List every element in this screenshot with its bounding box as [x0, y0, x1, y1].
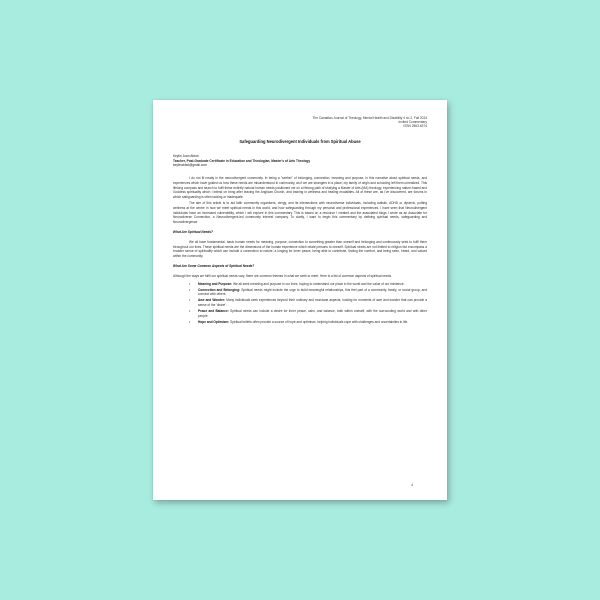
- bullet-list: [173, 282, 427, 325]
- author-email[interactable]: keylinabbot@gmail.com: [173, 163, 207, 168]
- section-text: Although the ways we fulfil our spiritual needs vary, there are common themes in what we seek to meet. Here is a list of common aspects of spiritual needs.: [173, 273, 392, 278]
- bullet-text: Spiritual needs might include the urge to build meaningful relationships, this feel part of a community, family, or social group, and connect with others.: [198, 287, 427, 297]
- bullet-term: Hope and Optimism:: [198, 319, 230, 324]
- bullet-text: Spiritual needs can include a desire for inner peace, calm, and balance, both within oneself, with the surrounding world and with other people.: [198, 308, 427, 318]
- bullet-term: Awe and Wonder:: [198, 298, 226, 303]
- bullet-icon: •: [189, 298, 191, 303]
- list-item: [189, 320, 427, 325]
- journal-title: The Canadian Journal of Theology, Mental Health and Disability 4 no 2, Fall 2024: [312, 116, 427, 120]
- bullet-icon: •: [189, 319, 191, 324]
- section-heading: What Are Some Common Aspects of Spiritual Needs?: [173, 264, 255, 269]
- author-role: Teacher, Post-Graduate Certificate in Education and Theologian, Master's of Arts Theology: [173, 158, 311, 163]
- bullet-text: Spiritual beliefs often provide a source of hope and optimism, helping individuals cope with challenges and uncertainties in life.: [230, 319, 409, 324]
- journal-header: [173, 116, 427, 129]
- list-item: [189, 288, 427, 297]
- bullet-icon: •: [189, 287, 191, 292]
- author-block: [173, 154, 427, 167]
- bullet-term: Peace and Balance:: [198, 308, 229, 313]
- list-item: [189, 298, 427, 307]
- page-number: 4: [411, 483, 413, 488]
- journal-issn: ISSN 2563-6374: [403, 124, 427, 129]
- section-text: We all have fundamental, basic human needs for meaning, purpose, connection to something greater than oneself and belonging and continuously seek to fulfil them throughout our lives. These spiritual needs are the dimensions of the human experience which relate persons to oneself. Spiritual needs are not limited to religion but encompass a broader sense of spirituality which can include a connection to nature, a longing for inner peace, being able to contribute, finding the comfort, and being seen, heard, and valued within the community.: [173, 239, 427, 258]
- body-paragraph: I do not fit neatly in the neurodivergent community. In being a "seeker" of belonging, connection, meaning and purpose, in this narrative about spiritual needs, and experiences which have guided us how these needs are misunderstood in community, as if we are strangers in a place; my family of origin and schooling left them unrealized. This lifelong compass and search to fulfil these entirely natural human needs positioned me on a lifelong path of studying a Master of Arts (MA) theology, experiencing nature-based and Goddess spirituality which I intend on bring after leaving the Anglican Church, and training in wellness and healing modalities. All of these are, as I've discovered, are forums in which safeguarding is often lacking or inadequate.: [173, 176, 427, 199]
- section-heading: What Are Spiritual Needs?: [173, 230, 213, 235]
- author-name: Keylin Joan Abbot: [173, 154, 199, 159]
- bullet-icon: •: [189, 308, 191, 313]
- document-title: Safeguarding Neurodivergent Individuals from Spiritual Abuse: [239, 138, 361, 144]
- list-item: [189, 309, 427, 318]
- journal-section: Invited Commentary: [398, 120, 427, 125]
- bullet-term: Meaning and Purpose:: [198, 281, 233, 286]
- list-item: [189, 282, 427, 287]
- bullet-text: Many individuals seek experiences beyond their ordinary and mundane aspects, looking for moments of awe and wonder that can provide a sense of the 'divine'.: [198, 298, 427, 307]
- bullet-term: Connection and Belonging:: [198, 287, 241, 292]
- bullet-text: We all seek meaning and purpose in our lives, hoping to understand our place in the world and the value of our existence.: [233, 281, 405, 286]
- body-paragraph: The aim of this article is to aid faith community organisers, clergy, and its intersections with neurodiverse individuals, including autistic, ADHD or dyslexic, putting wellness at the centre in how we meet spiritual needs in this world, and how safeguarding through my personal and professional experiences. I have seen that Neurodivergent individuals have an increased vulnerability, which I will explore in this commentary. This is based on a resource I created and the associated blogs I wrote as an Associate for Neurodiverse Connection, a Neurodivergent-led community interest company. To clarify, I want to begin this commentary by defining spiritual needs, safeguarding and Neurodivergence.: [173, 201, 427, 224]
- document-page: [153, 100, 447, 500]
- bullet-icon: •: [189, 281, 191, 286]
